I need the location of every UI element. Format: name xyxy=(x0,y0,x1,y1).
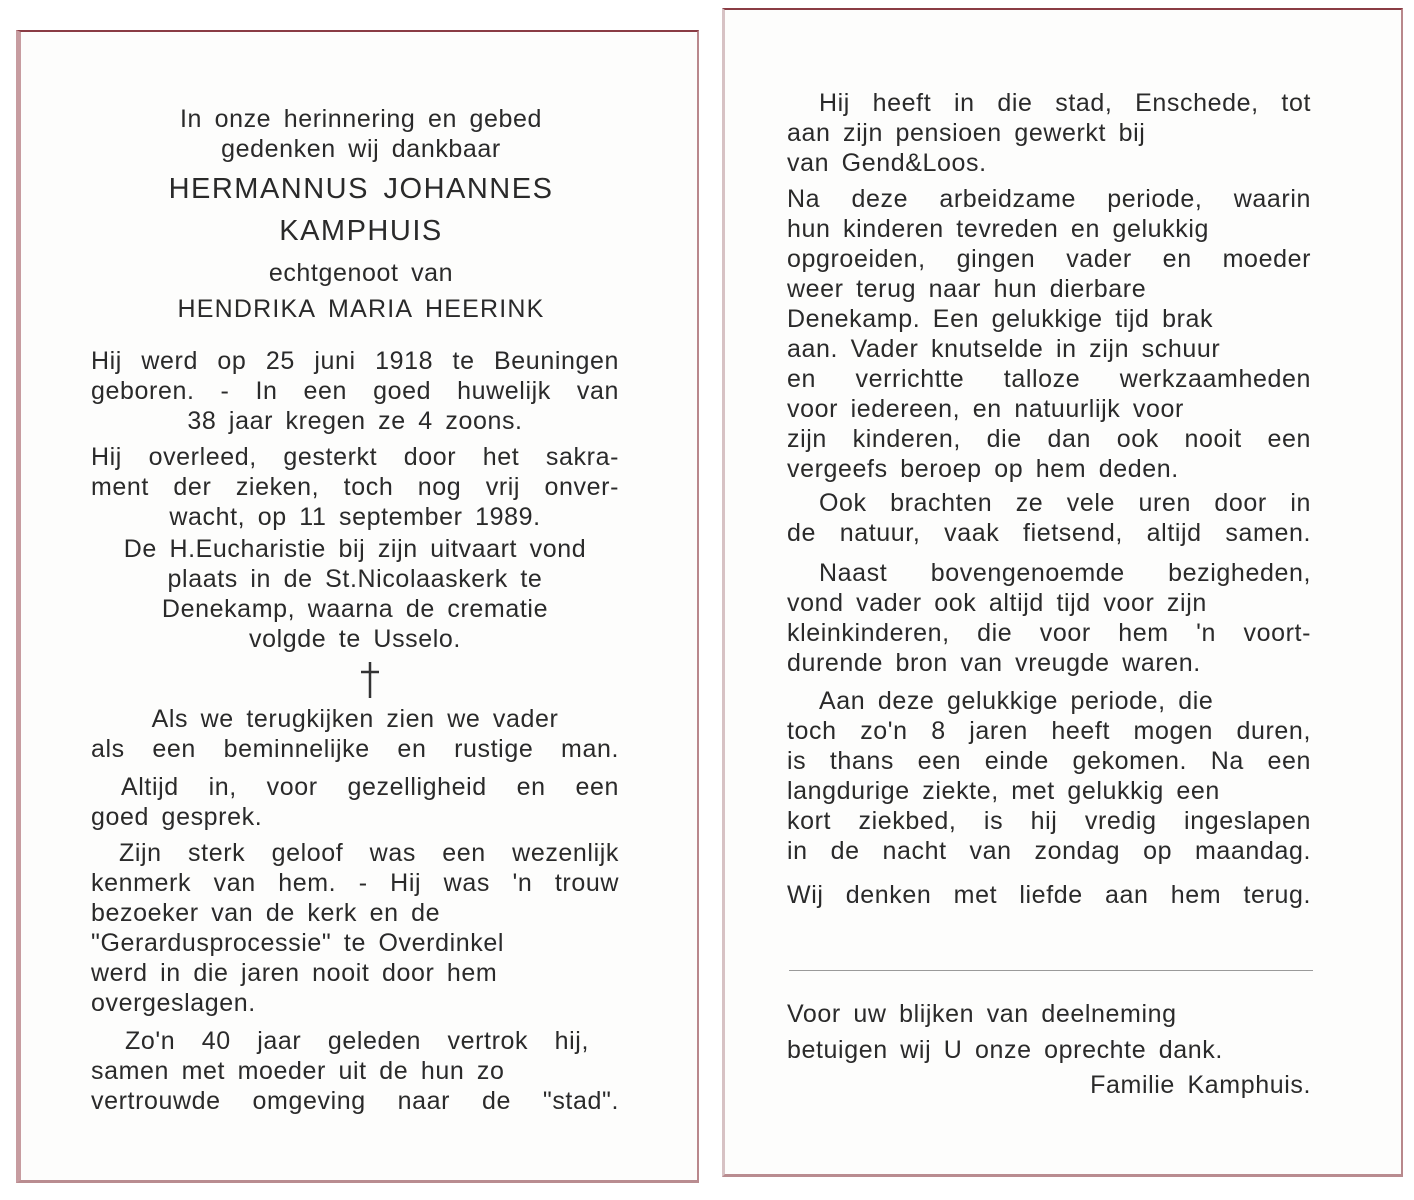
death-paragraph: Hij overleed, gesterkt door het sakra- ment der zieken, toch nog vrij onver- wacht, op 11 september 1989. xyxy=(91,443,619,531)
cross-icon xyxy=(357,660,383,700)
memorial-card-right xyxy=(722,8,1403,1177)
end-paragraph: Aan deze gelukkige periode, die toch zo'n 8 jaren heeft mogen duren, is thans een einde gekomen. Na een langdurige ziekte, met gelukkig een kort ziekbed, is hij vredig ingeslapen in de nacht van zondag op maandag. xyxy=(787,687,1311,865)
grandchildren-paragraph: Naast bovengenoemde bezigheden, vond vader ook altijd tijd voor zijn kleinkinderen, die voor hem 'n voort- durende bron van vreugde waren. xyxy=(787,559,1311,677)
work-paragraph: Hij heeft in die stad, Enschede, tot aan zijn pensioen gewerkt bij van Gend&Loos. xyxy=(787,89,1311,177)
thanks-paragraph: Voor uw blijken van deelneming betuigen wij U onze oprechte dank. xyxy=(787,1000,1223,1064)
spouse-name: HENDRIKA MARIA HEERINK xyxy=(177,295,545,323)
signature: Familie Kamphuis. xyxy=(1090,1071,1311,1099)
social-paragraph: Altijd in, voor gezelligheid en een goed gesprek. xyxy=(91,773,619,831)
remember-line: Wij denken met liefde aan hem terug. xyxy=(787,881,1311,909)
birth-paragraph: Hij werd op 25 juni 1918 te Beuningen geboren. - In een goed huwelijk van 38 jaar kregen ze 4 zoons. xyxy=(91,347,619,435)
moved-paragraph: Zo'n 40 jaar geleden vertrok hij, samen met moeder uit de hun zo vertrouwde omgeving naar de "stad". xyxy=(91,1027,619,1115)
deceased-name: HERMANNUS JOHANNES KAMPHUIS xyxy=(168,173,554,247)
spouse-label: echtgenoot van xyxy=(268,259,454,287)
look-back-paragraph: Als we terugkijken zien we vader als een beminnelijke en rustige man. xyxy=(91,705,619,763)
intro: In onze herinnering en gebed gedenken wij dankbaar xyxy=(179,105,543,163)
faith-paragraph: Zijn sterk geloof was een wezenlijk kenmerk van hem. - Hij was 'n trouw bezoeker van de kerk en de "Gerardusprocessie" te Overdinkel werd in die jaren nooit door hem overgeslagen. xyxy=(91,839,619,1017)
funeral-paragraph: De H.Eucharistie bij zijn uitvaart vond plaats in de St.Nicolaaskerk te Denekamp, waarna de crematie volgde te Usselo. xyxy=(123,535,587,653)
divider xyxy=(789,970,1313,971)
return-paragraph: Na deze arbeidzame periode, waarin hun kinderen tevreden en gelukkig opgroeiden, gingen vader en moeder weer terug naar hun dierbare Denekamp. Een gelukkige tijd brak aan. Vader knutselde in zijn schuur en verrichtte talloze werkzaamheden voor iedereen, en natuurlijk voor zijn kinderen, die dan ook nooit een vergeefs beroep op hem deden. xyxy=(787,185,1311,483)
memorial-card-left xyxy=(16,30,699,1183)
nature-paragraph: Ook brachten ze vele uren door in de natuur, vaak fietsend, altijd samen. xyxy=(787,489,1311,547)
